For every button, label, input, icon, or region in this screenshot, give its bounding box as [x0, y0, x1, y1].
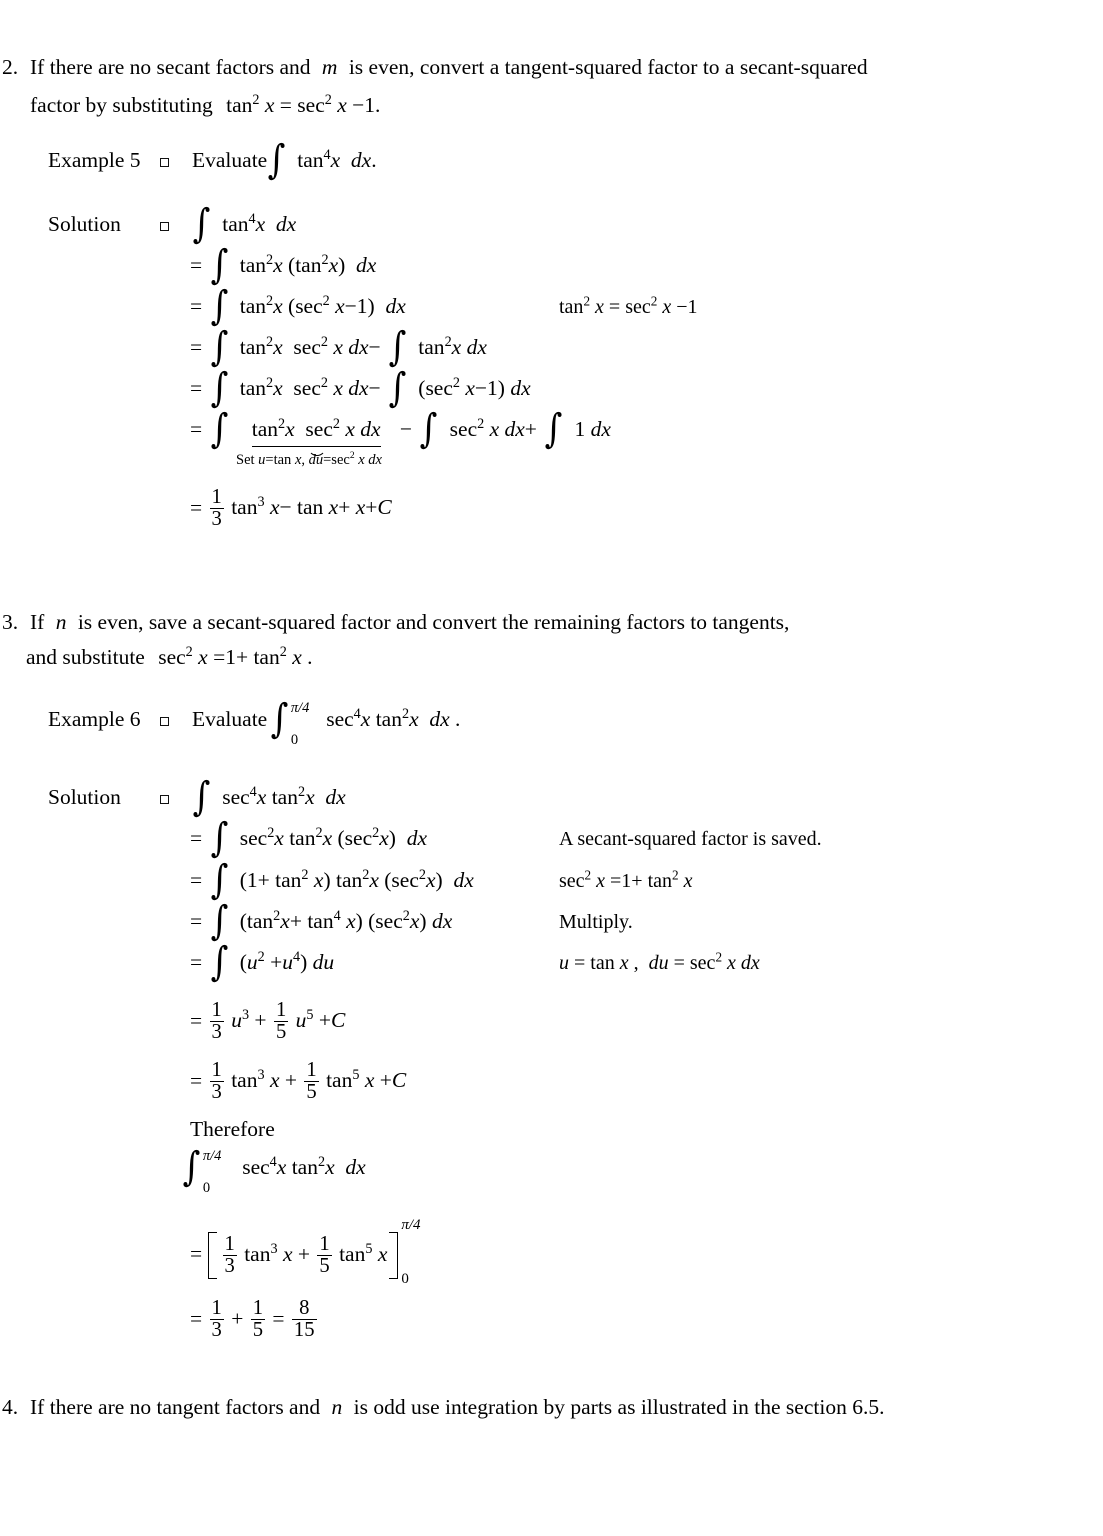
fraction-one-fifth — [304, 1060, 318, 1103]
example-5-side-note-identity: $\tan^2 x = \sec^2 x -1$ — [559, 293, 698, 318]
example-5-step-3: = ∫ $\tan^2x$ ($\sec^2$ x−1) dx — [190, 283, 406, 329]
upper-limit: π/4 — [290, 700, 310, 716]
example-6-integrand: $\sec^4x$ $\tan^2x$ dx . — [326, 705, 461, 731]
example-5-final-answer — [190, 487, 392, 530]
fraction-denominator: 5 — [319, 1255, 330, 1278]
definite-integral-icon: ∫ π/4 0 — [182, 1144, 222, 1196]
step-expression: $\tan^2x$ $\sec^2 x$ dx− — [239, 333, 381, 359]
example-5-step-4: = ∫ $\tan^2x$ $\sec^2 x$ dx− ∫ $\tan^2x$ dx — [190, 324, 487, 370]
answer-tail: $\tan^3 x- \tan x+ x+C$ — [231, 494, 392, 520]
example-6-note-2: $\sec^2 x =1+ \tan^2 x$ — [559, 867, 693, 892]
fraction-denominator: 5 — [252, 1319, 264, 1342]
example-6-problem — [268, 696, 461, 748]
equals-sign: = — [190, 1306, 203, 1331]
fraction-denominator: 15 — [293, 1319, 315, 1342]
term-u-fifth: $u^5 +C$ — [295, 1007, 346, 1033]
rule-3-line-1 — [30, 610, 789, 635]
minus-sign: − — [399, 417, 413, 441]
example-6-note-3: Multiply. — [559, 911, 633, 933]
plus-sign: + — [231, 1306, 244, 1331]
fraction-denominator: 3 — [211, 1319, 222, 1342]
example-6-definite-integral — [180, 1144, 366, 1196]
square-bullet-icon — [160, 158, 169, 167]
fraction-denominator: 3 — [224, 1255, 235, 1278]
equals-sign: = — [190, 376, 203, 400]
equals-sign: = — [190, 1241, 203, 1266]
rule-2-line-1 — [30, 55, 868, 80]
example-5-step-5: = ∫ $\tan^2x$ $\sec^2 x$ dx− ∫ ($\sec^2$ x−1) dx — [190, 365, 531, 411]
rule-4-line-1 — [30, 1395, 884, 1420]
fraction-answer — [292, 1298, 317, 1341]
fraction-denominator: 3 — [211, 1021, 222, 1044]
equals-sign: = — [190, 335, 203, 359]
example-5-solution-label: Solution — [48, 212, 121, 236]
example-6-step-7 — [190, 1060, 406, 1103]
square-bullet-icon-2 — [160, 222, 169, 231]
example-5-problem: ∫ $\tan^4x$ dx. — [267, 137, 377, 183]
rule-4-text-b: is odd use integration by parts as illustrated in the section 6.5. — [353, 1395, 885, 1419]
evaluation-bracket — [208, 1232, 399, 1279]
example-5-verb: Evaluate — [192, 148, 268, 172]
therefore-label: Therefore — [190, 1117, 275, 1141]
rule-2-variable: m — [321, 55, 338, 79]
example-6-verb: Evaluate — [192, 707, 268, 731]
fraction-numerator: 1 — [211, 1059, 222, 1081]
step-expression: $\tan^2x$ ($\sec^2$ x−1) dx — [239, 292, 406, 318]
equals-sign: = — [190, 909, 203, 933]
equals-sign: = — [190, 1008, 203, 1033]
term-tan-fifth: $\tan^5 x +C$ — [326, 1067, 407, 1093]
step-expression: $\tan^4x$ dx — [222, 210, 297, 236]
example-6-step-3: = ∫ $(1+ \tan^2 x)$ $\tan^2x$ $(\sec^2x)$ dx — [190, 857, 474, 903]
fraction-one-fifth — [317, 1234, 331, 1277]
underbrace-caption: Set u=tan x, $du=\sec^2$ x dx — [236, 450, 382, 468]
example-5-integrand: $\tan^4x$ dx. — [297, 146, 377, 172]
step-expression: $(\tan^2x+ \tan^4 x)$ $(\sec^2x)$ dx — [239, 907, 453, 933]
example-5-step-1: ∫ $\tan^4x$ dx — [192, 201, 297, 247]
equals-sign: = — [190, 868, 203, 892]
step-expression: $(1+ \tan^2 x)$ $\tan^2x$ $(\sec^2x)$ dx — [239, 866, 474, 892]
fraction-numerator: 1 — [211, 999, 222, 1021]
fraction-one-third — [223, 1234, 237, 1277]
rule-3-number: 3. — [2, 610, 19, 634]
example-6-label: Example 6 — [48, 707, 141, 731]
fraction-numerator: 1 — [306, 1059, 317, 1081]
rule-3-line-2 — [26, 645, 312, 670]
example-6-solution-label: Solution — [48, 785, 121, 809]
equals-sign: = — [190, 253, 203, 277]
example-6-final-answer — [190, 1298, 319, 1341]
step-expression-3: 1 dx — [574, 417, 611, 441]
fraction-numerator: 1 — [211, 1297, 222, 1319]
rule-2-text-a: If there are no secant factors and — [30, 55, 311, 79]
step-expression: $\sec^2x$ $\tan^2x$ $(\sec^2x)$ dx — [239, 824, 427, 850]
example-6-step-1: ∫ $\sec^4x$ $\tan^2x$ dx — [192, 774, 346, 820]
example-6-step-2: = ∫ $\sec^2x$ $\tan^2x$ $(\sec^2x)$ dx — [190, 815, 427, 861]
example-6-bracket-evaluation — [190, 1216, 421, 1287]
fraction-one-third — [210, 487, 224, 530]
upper-limit: π/4 — [202, 1148, 222, 1164]
rule-4-number: 4. — [2, 1395, 19, 1419]
term-tan-cubed: $\tan^3 x$ + — [231, 1067, 298, 1093]
fraction-numerator: 1 — [319, 1233, 330, 1255]
equals-sign-2: = — [272, 1306, 285, 1331]
term-tan-cubed: $\tan^3 x$ + — [244, 1241, 311, 1267]
fraction-denominator: 5 — [306, 1081, 317, 1104]
equals-sign: = — [190, 1068, 203, 1093]
step-expression: $\tan^2x$ $(\tan^2x)$ dx — [239, 251, 377, 277]
fraction-denominator: 5 — [275, 1021, 287, 1044]
definite-integral-icon: ∫ π/4 0 — [270, 696, 310, 748]
equals-sign: = — [190, 417, 203, 441]
underbrace-group — [252, 417, 381, 444]
example-6-step-6 — [190, 1000, 345, 1043]
rule-3-identity: $\sec^2 x =1+ \tan^2 x$ . — [158, 643, 313, 669]
equals-sign: = — [190, 294, 203, 318]
example-6-step-5: = ∫ $(u^2 +u^4)$ du — [190, 939, 335, 985]
rule-2-text-b: is even, convert a tangent-squared factor to a secant-squared — [348, 55, 868, 79]
square-bullet-icon-4 — [160, 795, 169, 804]
lower-limit: 0 — [202, 1180, 211, 1196]
lower-limit: 0 — [290, 732, 299, 748]
fraction-numerator: 1 — [224, 1233, 235, 1255]
example-5-step-6: = ∫ $\tan^2x$ $\sec^2 x$ dx − ∫ $\sec^2 x$ dx+ ∫ 1 dx — [190, 417, 611, 444]
rule-4-variable: n — [331, 1395, 343, 1419]
example-6-note-4: u = tan x , du = $\sec^2 x$ dx — [559, 949, 760, 974]
equals-sign: = — [190, 950, 203, 974]
step-expression: $(u^2 +u^4)$ du — [239, 948, 335, 974]
term-u-cubed: $u^3$ + — [231, 1007, 267, 1033]
example-6-step-4: = ∫ $(\tan^2x+ \tan^4 x)$ $(\sec^2x)$ dx — [190, 898, 453, 944]
equals-sign: = — [190, 826, 203, 850]
rule-4-text-a: If there are no tangent factors and — [30, 1395, 321, 1419]
fraction-one-third — [210, 1298, 224, 1341]
rule-3-text-b: is even, save a secant-squared factor and convert the remaining factors to tangents, — [77, 610, 790, 634]
rule-2-identity: $\tan^2 x = \sec^2 x -1$. — [226, 91, 381, 117]
fraction-numerator: 1 — [275, 999, 287, 1021]
rule-3-text-c: and substitute — [26, 645, 145, 669]
rule-2-line-2 — [30, 93, 380, 118]
fraction-one-fifth — [251, 1298, 265, 1341]
lower-limit: 0 — [401, 1270, 409, 1287]
fraction-numerator: 8 — [299, 1297, 310, 1319]
step-expression-2: $\sec^2 x$ dx+ — [449, 415, 537, 441]
fraction-denominator: 3 — [211, 1081, 222, 1104]
fraction-one-third — [210, 1000, 224, 1043]
step-expression: $\sec^4x$ $\tan^2x$ dx — [222, 783, 346, 809]
rule-2-number: 2. — [2, 55, 19, 79]
term-tan-fifth: $\tan^5 x$ — [339, 1241, 388, 1267]
equals-sign: = — [190, 495, 203, 520]
rule-2-text-c: factor by substituting — [30, 93, 213, 117]
upper-limit: π/4 — [401, 1216, 421, 1233]
example-5-step-2: = ∫ $\tan^2x$ $(\tan^2x)$ dx — [190, 242, 377, 288]
fraction-numerator: 1 — [211, 486, 222, 508]
fraction-numerator: 1 — [252, 1297, 264, 1319]
example-6-note-1: A secant-squared factor is saved. — [559, 828, 822, 850]
example-5-label: Example 5 — [48, 148, 141, 172]
step-expression: $\tan^2x$ $\sec^2 x$ dx− — [239, 374, 381, 400]
fraction-denominator: 3 — [211, 508, 222, 531]
square-bullet-icon-3 — [160, 717, 169, 726]
rule-3-text-a: If — [30, 610, 45, 634]
rule-3-variable: n — [55, 610, 67, 634]
step-expression-2: $\tan^2x$ dx — [418, 333, 487, 359]
step-expression-2: ($\sec^2$ x−1) dx — [418, 374, 531, 400]
definite-integrand: $\sec^4x$ $\tan^2x$ dx — [242, 1153, 366, 1179]
fraction-one-third — [210, 1060, 224, 1103]
fraction-one-fifth — [274, 1000, 288, 1043]
underbraced-expression: $\tan^2x$ $\sec^2 x$ dx — [251, 415, 381, 441]
